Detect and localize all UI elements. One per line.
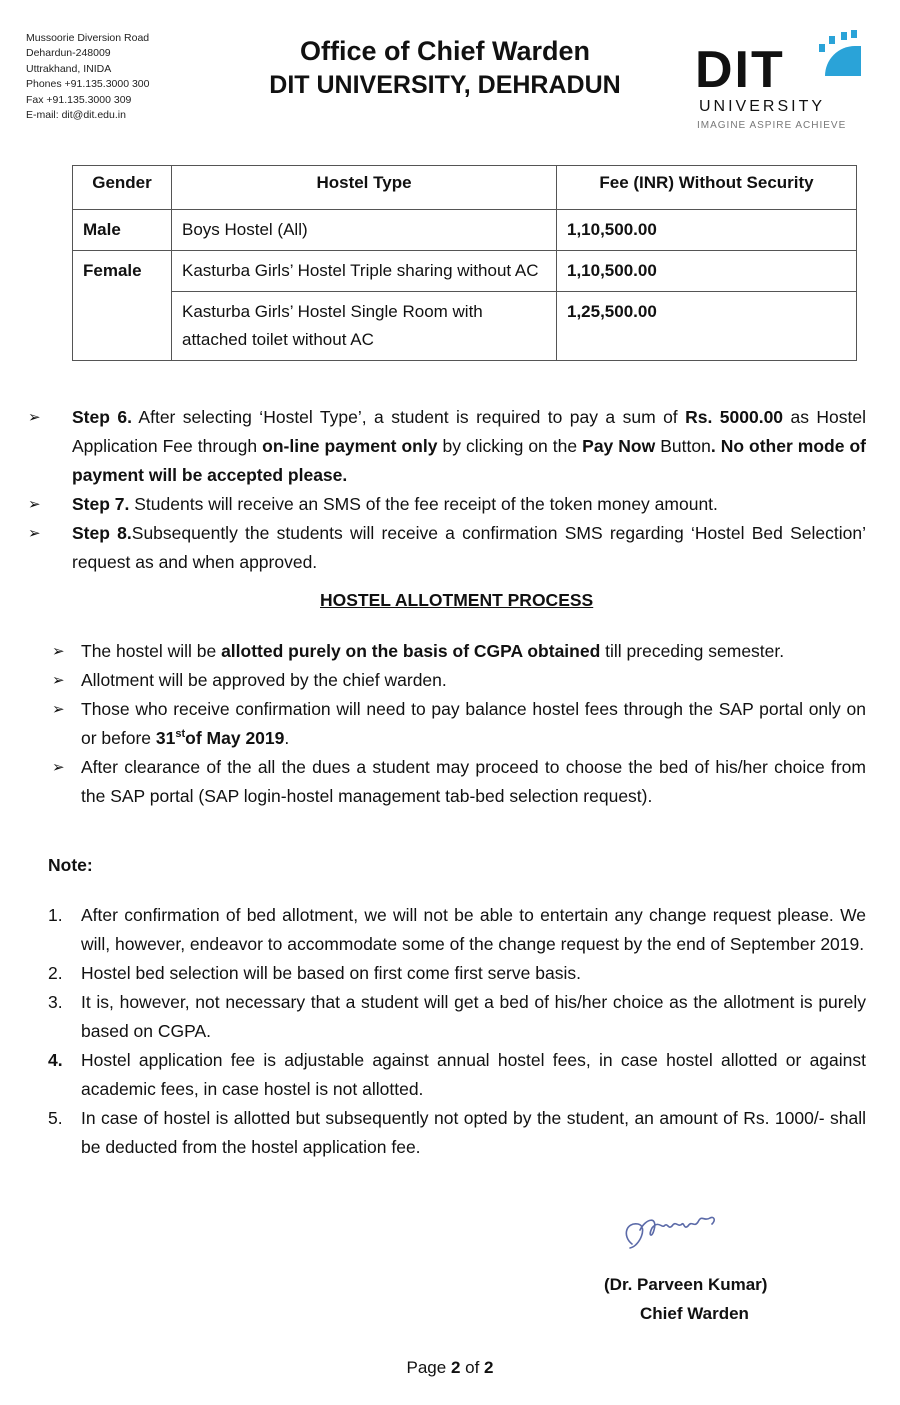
address-line: E-mail: dit@dit.edu.in (26, 109, 126, 122)
arrow-bullet-icon: ➢ (52, 672, 65, 689)
fee-cell: 1,10,500.00 (557, 251, 857, 292)
item-bold: 31 (155, 728, 176, 748)
column-header: Gender (73, 166, 172, 210)
ordinal-suffix: st (175, 728, 186, 741)
list-item (28, 519, 866, 577)
list-item (48, 901, 866, 959)
table-row (73, 210, 857, 251)
item-text: till preceding semester. (600, 641, 785, 661)
title-line-1: Office of Chief Warden (299, 36, 590, 66)
page-prefix: Page (406, 1358, 451, 1377)
page-title (230, 34, 660, 102)
note-label: Note: (48, 855, 93, 875)
fee-table (72, 165, 857, 361)
step-text: Students will receive an SMS of the fee receipt of the token money amount. (129, 494, 718, 514)
arrow-bullet-icon: ➢ (28, 496, 41, 513)
item-text: After clearance of the all the dues a student may proceed to choose the bed of his/her choice from the SAP portal (SAP login-hostel management tab-bed selection request). (81, 757, 866, 806)
arrow-bullet-icon: ➢ (52, 643, 65, 660)
item-text: After confirmation of bed allotment, we will not be able to entertain any change request please. We will, however, endeavor to accommodate some of the change request by the end of September 2019. (81, 905, 866, 954)
arrow-bullet-icon: ➢ (52, 701, 65, 718)
list-item (52, 666, 866, 695)
university-logo (693, 30, 863, 134)
item-text: In case of hostel is allotted but subsequently not opted by the student, an amount of Rs. 1000/- shall be deducted from the hostel application fee. (81, 1108, 866, 1157)
arrow-bullet-icon: ➢ (52, 759, 65, 776)
logo-word: UNIVERSITY (699, 98, 826, 115)
list-item (48, 1046, 866, 1104)
step-text: Subsequently the students will receive a confirmation SMS regarding ‘Hostel Bed Selection’ request as and when approved. (72, 523, 866, 572)
item-number: 4. (48, 1050, 63, 1070)
address-line: Uttrakhand, INIDA (26, 62, 112, 75)
item-bold: allotted purely on the basis of CGPA obtained (221, 641, 601, 661)
table-row (73, 292, 857, 361)
gender-cell: Male (73, 210, 172, 251)
step-text: as Hostel Application Fee through (72, 407, 866, 456)
list-item (48, 1104, 866, 1162)
signatory-designation: Chief Warden (640, 1304, 749, 1323)
step-text: After selecting ‘Hostel Type’, a student is required to pay a sum of (131, 407, 686, 427)
step-amount: Rs. 5000.00 (685, 407, 784, 427)
arrow-bullet-icon: ➢ (28, 525, 41, 542)
step-bold: on-line payment only (262, 436, 438, 456)
address-line: Phones +91.135.3000 300 (26, 78, 150, 91)
step-bold: Pay Now (582, 436, 656, 456)
item-text: It is, however, not necessary that a student will get a bed of his/her choice as the allotment is purely based on CGPA. (81, 992, 866, 1041)
step-text: Button (655, 436, 711, 456)
gear-icon (789, 30, 861, 76)
address-block (26, 31, 150, 123)
title-line-2: DIT UNIVERSITY, DEHRADUN (269, 71, 621, 99)
arrow-bullet-icon: ➢ (28, 409, 41, 426)
fee-cell: 1,10,500.00 (557, 210, 857, 251)
step-label: Step 6. (72, 407, 132, 427)
step-label: Step 7. (72, 494, 130, 514)
list-item (52, 637, 866, 666)
step-bold: . No other mode of payment will be accepted please. (72, 436, 866, 485)
gender-cell: Female (73, 251, 172, 361)
column-header: Fee (INR) Without Security (557, 166, 857, 210)
logo-tagline: IMAGINE ASPIRE ACHIEVE (697, 120, 847, 131)
item-number: 2. (48, 963, 63, 983)
hostel-type-cell: Kasturba Girls’ Hostel Single Room with attached toilet without AC (172, 292, 557, 361)
table-header-row (73, 166, 857, 210)
list-item (48, 988, 866, 1046)
fee-cell: 1,25,500.00 (557, 292, 857, 361)
signatory-block (604, 1270, 767, 1328)
item-number: 1. (48, 905, 63, 925)
column-header: Hostel Type (172, 166, 557, 210)
address-line: Dehardun-248009 (26, 47, 111, 60)
signature-image (618, 1206, 728, 1256)
page-current: 2 (450, 1358, 461, 1377)
steps-list (28, 403, 866, 577)
step-label: Step 8. (72, 523, 132, 543)
list-item (28, 490, 866, 519)
address-line: Mussoorie Diversion Road (26, 32, 150, 44)
list-item (48, 959, 866, 988)
item-bold: of May 2019 (185, 728, 285, 748)
signatory-name: (Dr. Parveen Kumar) (604, 1275, 768, 1294)
allotment-list (52, 637, 866, 811)
page-number (0, 1358, 900, 1378)
section-heading: HOSTEL ALLOTMENT PROCESS (320, 590, 594, 610)
item-number: 5. (48, 1108, 63, 1128)
item-text: Hostel bed selection will be based on first come first serve basis. (81, 963, 581, 983)
item-text: . (284, 728, 290, 748)
item-number: 3. (48, 992, 63, 1012)
address-line: Fax +91.135.3000 309 (26, 93, 132, 106)
page-mid: of (460, 1358, 485, 1377)
page-total: 2 (484, 1358, 494, 1377)
logo-mark: DIT (695, 41, 785, 99)
item-text: Those who receive confirmation will need to pay balance hostel fees through the SAP portal only on or before (81, 699, 866, 748)
list-item (52, 695, 866, 753)
hostel-type-cell: Boys Hostel (All) (172, 210, 557, 251)
notes-list (48, 901, 866, 1162)
item-text: Hostel application fee is adjustable against annual hostel fees, in case hostel allotted or against academic fees, in case hostel is not allotted. (81, 1050, 866, 1099)
table-row (73, 251, 857, 292)
item-text: The hostel will be (81, 641, 222, 661)
list-item (28, 403, 866, 490)
hostel-type-cell: Kasturba Girls’ Hostel Triple sharing without AC (172, 251, 557, 292)
step-text: by clicking on the (437, 436, 583, 456)
list-item (52, 753, 866, 811)
item-text: Allotment will be approved by the chief warden. (81, 670, 447, 690)
